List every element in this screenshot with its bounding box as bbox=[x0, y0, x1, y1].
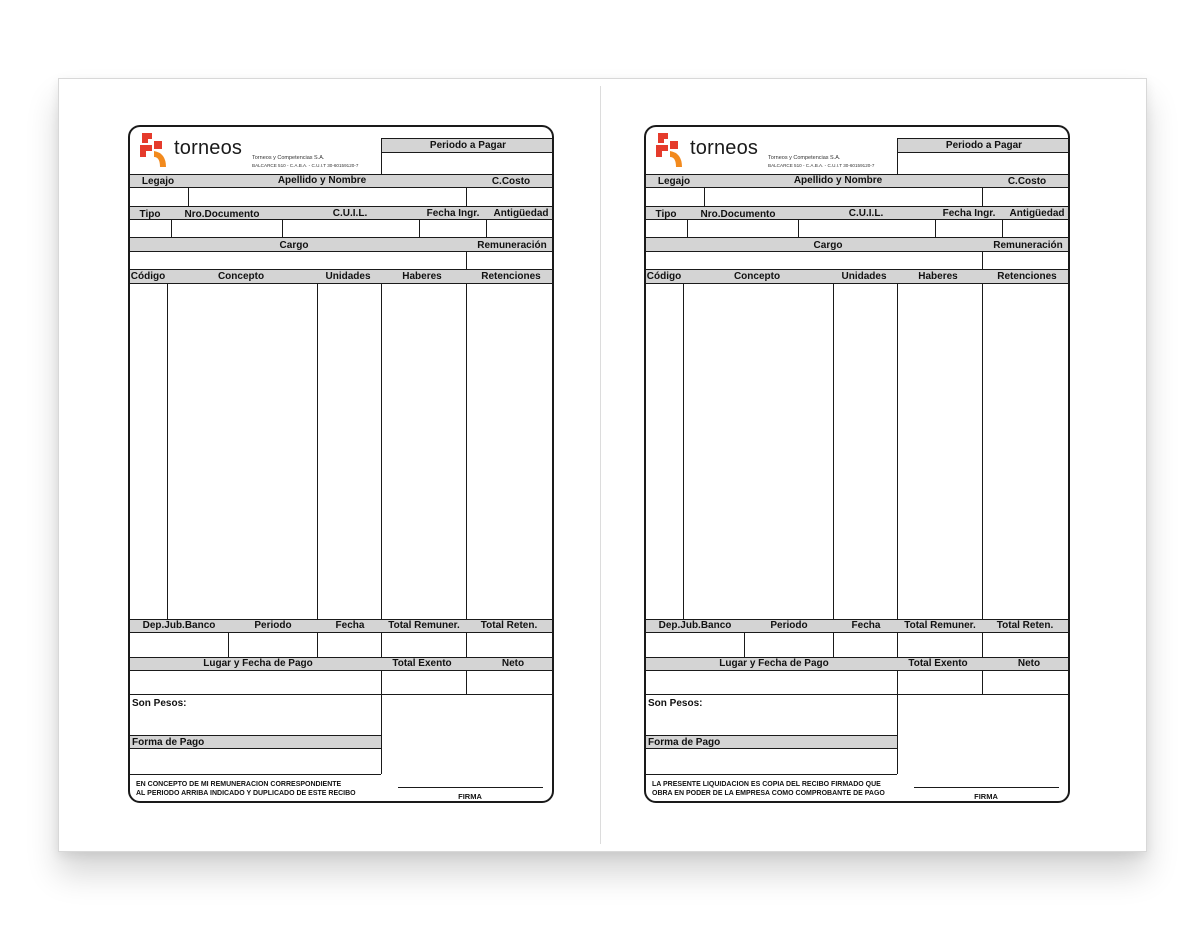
total-remuner-label: Total Remuner. bbox=[388, 620, 460, 631]
torneos-logo-icon bbox=[654, 131, 688, 169]
fecha-ingr-label: Fecha Ingr. bbox=[426, 208, 480, 219]
concepto-label: Concepto bbox=[733, 271, 781, 282]
payslip-copy bbox=[644, 125, 1070, 803]
total-remuner-label: Total Remuner. bbox=[904, 620, 976, 631]
company-name: Torneos y Competencias S.A. bbox=[252, 155, 325, 161]
total-reten-label: Total Reten. bbox=[996, 620, 1054, 631]
cuil-label: C.U.I.L. bbox=[848, 208, 884, 219]
fold-line bbox=[600, 86, 601, 844]
firma-label: FIRMA bbox=[458, 792, 482, 801]
periodo-a-pagar-label: Periodo a Pagar bbox=[429, 140, 507, 151]
company-name: Torneos y Competencias S.A. bbox=[768, 155, 841, 161]
footnote-line-2: AL PERIODO ARRIBA INDICADO Y DUPLICADO DE ESTE RECIBO bbox=[136, 790, 356, 797]
cargo-label: Cargo bbox=[813, 240, 843, 251]
periodo-a-pagar-label: Periodo a Pagar bbox=[945, 140, 1023, 151]
total-reten-label: Total Reten. bbox=[480, 620, 538, 631]
brand-name: torneos bbox=[690, 137, 759, 159]
son-pesos-label: Son Pesos: bbox=[648, 698, 703, 709]
ccosto-label: C.Costo bbox=[1007, 176, 1047, 187]
antiguedad-label: Antigüedad bbox=[493, 208, 549, 219]
footnote-line-1: EN CONCEPTO DE MI REMUNERACION CORRESPONDIENTE bbox=[136, 781, 342, 788]
retenciones-label: Retenciones bbox=[997, 271, 1057, 282]
payslip-original bbox=[128, 125, 554, 803]
tipo-label: Tipo bbox=[139, 209, 161, 220]
signature-line bbox=[398, 787, 543, 788]
company-address: BALCARCE 510 - C.A.B.A. - C.U.I.T 30-60159120-7 bbox=[252, 163, 359, 168]
nro-documento-label: Nro.Documento bbox=[700, 209, 776, 220]
concepto-label: Concepto bbox=[217, 271, 265, 282]
dep-jub-banco-label: Dep.Jub.Banco bbox=[658, 620, 732, 631]
legajo-label: Legajo bbox=[657, 176, 691, 187]
haberes-label: Haberes bbox=[918, 271, 958, 282]
brand-name: torneos bbox=[174, 137, 243, 159]
apellido-nombre-label: Apellido y Nombre bbox=[793, 175, 883, 186]
fecha-label: Fecha bbox=[335, 620, 365, 631]
unidades-label: Unidades bbox=[841, 271, 887, 282]
nro-documento-label: Nro.Documento bbox=[184, 209, 260, 220]
torneos-logo-icon bbox=[138, 131, 172, 169]
retenciones-label: Retenciones bbox=[481, 271, 541, 282]
codigo-label: Código bbox=[130, 271, 166, 282]
periodo-label: Periodo bbox=[770, 620, 808, 631]
forma-de-pago-label: Forma de Pago bbox=[132, 737, 205, 748]
fecha-ingr-label: Fecha Ingr. bbox=[942, 208, 996, 219]
neto-label: Neto bbox=[1017, 658, 1041, 669]
legajo-label: Legajo bbox=[141, 176, 175, 187]
lugar-fecha-pago-label: Lugar y Fecha de Pago bbox=[719, 658, 829, 669]
unidades-label: Unidades bbox=[325, 271, 371, 282]
tipo-label: Tipo bbox=[655, 209, 677, 220]
apellido-nombre-label: Apellido y Nombre bbox=[277, 175, 367, 186]
remuneracion-label: Remuneración bbox=[993, 240, 1063, 251]
ccosto-label: C.Costo bbox=[491, 176, 531, 187]
periodo-label: Periodo bbox=[254, 620, 292, 631]
neto-label: Neto bbox=[501, 658, 525, 669]
forma-de-pago-label: Forma de Pago bbox=[648, 737, 721, 748]
firma-label: FIRMA bbox=[974, 792, 998, 801]
haberes-label: Haberes bbox=[402, 271, 442, 282]
total-exento-label: Total Exento bbox=[392, 658, 452, 669]
fecha-label: Fecha bbox=[851, 620, 881, 631]
cargo-label: Cargo bbox=[279, 240, 309, 251]
footnote bbox=[136, 780, 356, 798]
total-exento-label: Total Exento bbox=[908, 658, 968, 669]
signature-line bbox=[914, 787, 1059, 788]
dep-jub-banco-label: Dep.Jub.Banco bbox=[142, 620, 216, 631]
footnote bbox=[652, 780, 885, 798]
antiguedad-label: Antigüedad bbox=[1009, 208, 1065, 219]
codigo-label: Código bbox=[646, 271, 682, 282]
remuneracion-label: Remuneración bbox=[477, 240, 547, 251]
cuil-label: C.U.I.L. bbox=[332, 208, 368, 219]
company-address: BALCARCE 510 - C.A.B.A. - C.U.I.T 30-60159120-7 bbox=[768, 163, 875, 168]
footnote-line-2: OBRA EN PODER DE LA EMPRESA COMO COMPROBANTE DE PAGO bbox=[652, 790, 885, 797]
lugar-fecha-pago-label: Lugar y Fecha de Pago bbox=[203, 658, 313, 669]
footnote-line-1: LA PRESENTE LIQUIDACION ES COPIA DEL RECIBO FIRMADO QUE bbox=[652, 781, 881, 788]
son-pesos-label: Son Pesos: bbox=[132, 698, 187, 709]
